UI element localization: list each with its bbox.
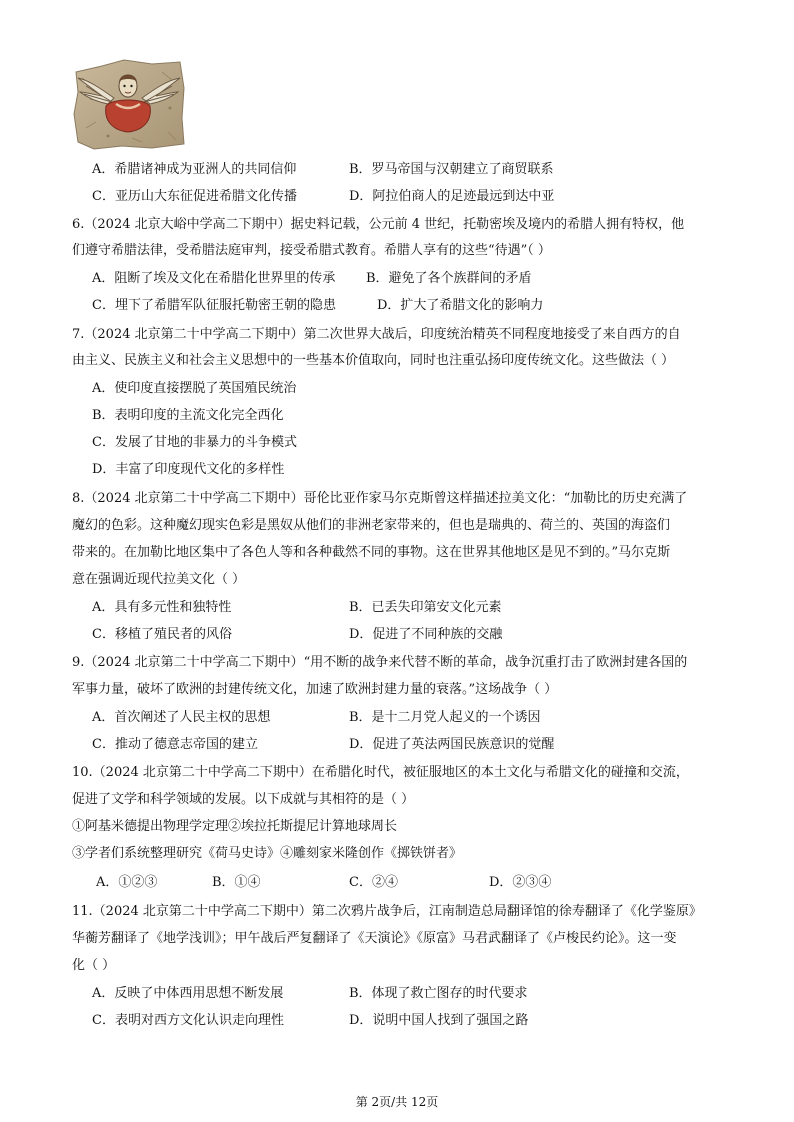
q10-stem-line-2: 促进了文学和科学领域的发展。以下成就与其相符的是（ ）	[72, 792, 415, 807]
q5-option-c: C．亚历山大东征促进希腊文化传播	[92, 189, 297, 204]
q8-stem-line-3: 带来的。在加勒比地区集中了各色人等和各种截然不同的事物。这在世界其他地区是见不到的。”马尔克斯	[72, 545, 671, 560]
q8-option-a: A．具有多元性和独特性	[92, 600, 232, 615]
q9-stem-line-2: 军事力量，破坏了欧洲的封建传统文化，加速了欧洲封建力量的衰落。”这场战争（ ）	[72, 682, 558, 697]
q5-option-b: B．罗马帝国与汉朝建立了商贸联系	[349, 162, 554, 177]
q6-option-c: C．埋下了希腊军队征服托勒密王朝的隐患	[92, 298, 336, 313]
q7-option-c: C．发展了甘地的非暴力的斗争模式	[92, 435, 297, 450]
q10-statements-line-1: ①阿基米德提出物理学定理②埃拉托斯提尼计算地球周长	[72, 819, 398, 834]
q6-stem-line-1: 6.（2024 北京大峪中学高二下期中）据史料记载，公元前 4 世纪，托勒密埃及境内的希腊人拥有特权，他	[72, 217, 685, 232]
q9-option-d: D．促进了英法两国民族意识的觉醒	[349, 737, 555, 752]
q9-option-c: C．推动了德意志帝国的建立	[92, 737, 258, 752]
q7-option-b: B．表明印度的主流文化完全西化	[92, 408, 284, 423]
q8-stem-line-1: 8.（2024 北京第二十中学高二下期中）哥伦比亚作家马尔克斯曾这样描述拉美文化：“加勒比的历史充满了	[72, 491, 688, 506]
q8-option-d: D．促进了不同种族的交融	[349, 627, 503, 642]
q8-stem-line-4: 意在强调近现代拉美文化（ ）	[72, 572, 246, 587]
q7-option-d: D．丰富了印度现代文化的多样性	[92, 462, 285, 477]
q11-option-b: B．体现了救亡图存的时代要求	[349, 986, 528, 1001]
q10-statements-line-2: ③学者们系统整理研究《荷马史诗》④雕刻家米隆创作《掷铁饼者》	[72, 846, 463, 861]
q11-option-d: D．说明中国人找到了强国之路	[349, 1013, 529, 1028]
q8-stem-line-2: 魔幻的色彩。这种魔幻现实色彩是黑奴从他们的非洲老家带来的，但也是瑞典的、荷兰的、英国的海盗们	[72, 518, 671, 533]
q11-stem-line-3: 化（ ）	[72, 958, 116, 973]
q8-option-b: B．已丢失印第安文化元素	[349, 600, 502, 615]
q11-option-a: A．反映了中体西用思想不断发展	[92, 986, 284, 1001]
q6-stem-line-2: 们遵守希腊法律，受希腊法庭审判，接受希腊式教育。希腊人享有的这些“待遇”（ ）	[72, 243, 551, 258]
q10-option-b: B．①④	[212, 875, 261, 890]
q9-stem-line-1: 9.（2024 北京第二十中学高二下期中）“用不断的战争来代替不断的革命，战争沉重打击了欧洲封建各国的	[72, 655, 688, 670]
q10-option-c: C．②④	[349, 875, 398, 890]
q9-option-a: A．首次阐述了人民主权的思想	[92, 710, 271, 725]
q7-option-a: A．使印度直接摆脱了英国殖民统治	[92, 381, 297, 396]
q7-stem-line-1: 7.（2024 北京第二十中学高二下期中）第二次世界大战后，印度统治精英不同程度地接受了来自西方的自	[72, 327, 681, 342]
page-number-footer: 第 2页/共 12页	[355, 1095, 439, 1109]
q6-option-a: A．阻断了埃及文化在希腊化世界里的传承	[92, 271, 336, 286]
q10-option-a: A．①②③	[96, 875, 158, 890]
q8-option-c: C．移植了殖民者的风俗	[92, 627, 232, 642]
q5-option-a: A．希腊诸神成为亚洲人的共同信仰	[92, 162, 297, 177]
q11-stem-line-2: 华蘅芳翻译了《地学浅训》；甲午战后严复翻译了《天演论》《原富》马君武翻译了《卢梭民约论》。这一变	[72, 931, 677, 946]
q9-option-b: B．是十二月党人起义的一个诱因	[349, 710, 541, 725]
q6-option-b: B．避免了各个族群间的矛盾	[366, 271, 532, 286]
q5-option-d: D．阿拉伯商人的足迹最远到达中亚	[349, 189, 555, 204]
q7-stem-line-2: 由主义、民族主义和社会主义思想中的一些基本价值取向，同时也注重弘扬印度传统文化。这些做法（ ）	[72, 353, 675, 368]
q11-stem-line-1: 11.（2024 北京第二十中学高二下期中）第二次鸦片战争后，江南制造总局翻译馆的徐寿翻译了《化学鉴原》	[72, 904, 702, 919]
q10-stem-line-1: 10.（2024 北京第二十中学高二下期中）在希腊化时代，被征服地区的本土文化与希腊文化的碰撞和交流，	[72, 765, 689, 780]
q10-option-d: D．②③④	[489, 875, 552, 890]
q11-option-c: C．表明对西方文化认识走向理性	[92, 1013, 284, 1028]
winged-figure-artifact-image	[72, 58, 186, 150]
q6-option-d: D．扩大了希腊文化的影响力	[377, 298, 544, 313]
